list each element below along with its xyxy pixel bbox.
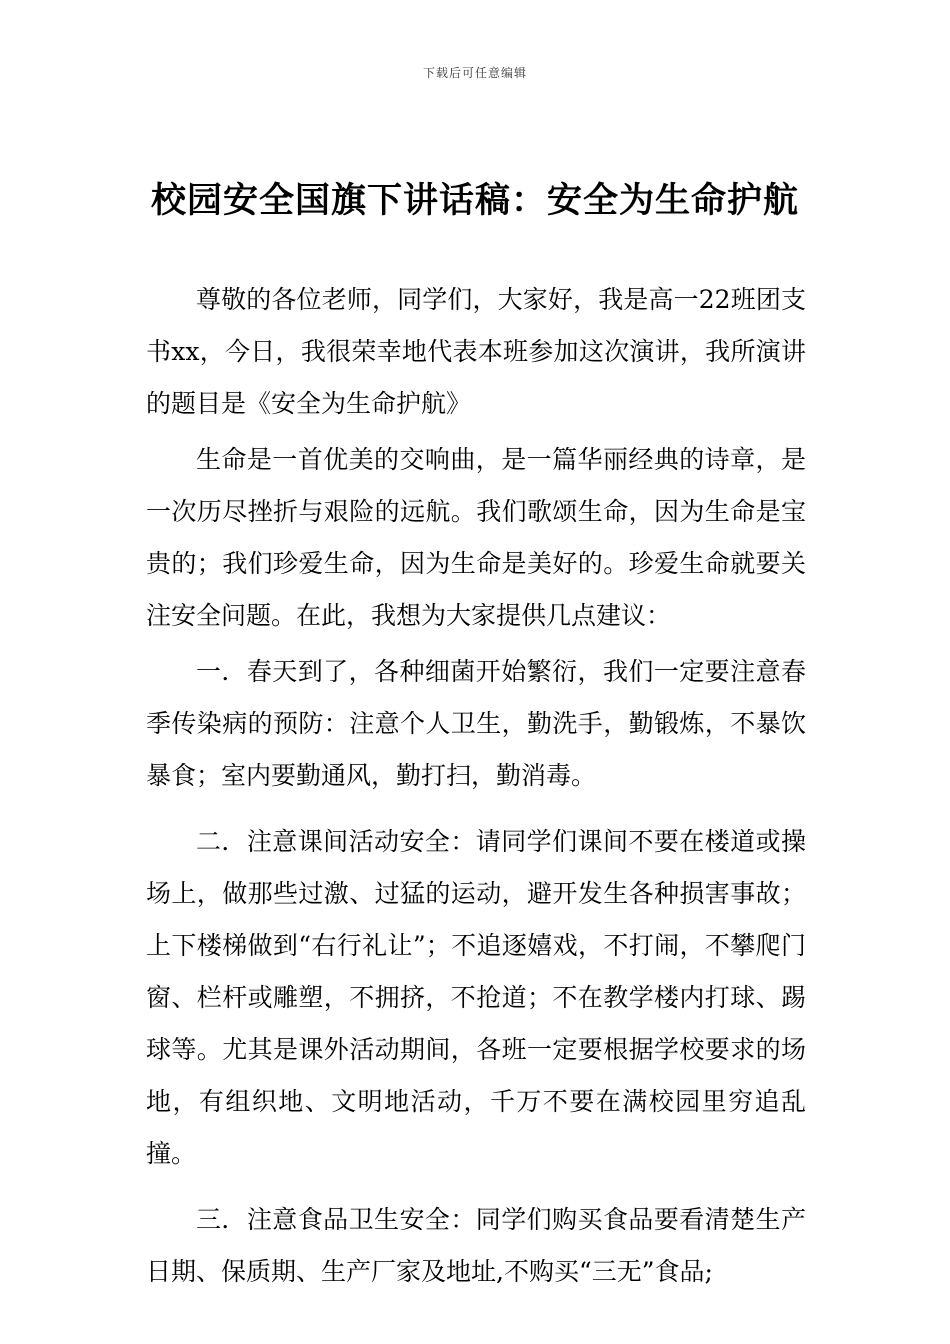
paragraph-point-one: 一．春天到了，各种细菌开始繁衍，我们一定要注意春季传染病的预防：注意个人卫生，勤洗手，勤锻炼，不暴饮暴食；室内要勤通风，勤打扫，勤消毒。 — [146, 657, 806, 790]
document-body — [146, 274, 806, 1302]
paragraph-greeting: 尊敬的各位老师，同学们，大家好，我是高一22班团支书xx，今日，我很荣幸地代表本班参加这次演讲，我所演讲的题目是《安全为生命护航》 — [146, 285, 806, 418]
document-title: 校园安全国旗下讲话稿：安全为生命护航 — [150, 180, 799, 221]
paragraph-intro: 生命是一首优美的交响曲，是一篇华丽经典的诗章，是一次历尽挫折与艰险的远航。我们歌颂生命，因为生命是宝贵的；我们珍爱生命，因为生命是美好的。珍爱生命就要关注安全问题。在此，我想为大家提供几点建议： — [146, 445, 806, 630]
paragraph-point-two: 二．注意课间活动安全：请同学们课间不要在楼道或操场上，做那些过激、过猛的运动，避开发生各种损害事故；上下楼梯做到“右行礼让”；不追逐嬉戏，不打闹，不攀爬门窗、栏杆或雕塑，不拥挤，不抢道；不在教学楼内打球、踢球等。尤其是课外活动期间，各班一定要根据学校要求的场地，有组织地、文明地活动，千万不要在满校园里穷追乱撞。 — [146, 827, 806, 1168]
header-note: 下载后可任意编辑 — [422, 66, 527, 80]
paragraph-point-three: 三．注意食品卫生安全：同学们购买食品要看清楚生产日期、保质期、生产厂家及地址,不购买“三无”食品; — [146, 1205, 806, 1286]
